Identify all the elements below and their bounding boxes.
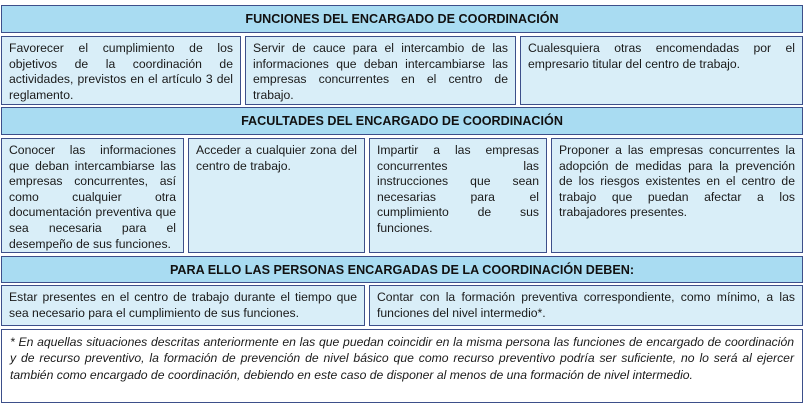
- facultades-cell-4: Proponer a las empresas concurrentes la adopción de medidas para la prevención de los riesgos existentes en el centro de trabajo que puedan afectar a los trabajadores presentes.: [551, 138, 803, 253]
- funciones-cell-1: Favorecer el cumplimiento de los objetivos de la coordinación de actividades, previstos en el artículo 3 del reglamento.: [1, 36, 241, 105]
- deben-cell-1: Estar presentes en el centro de trabajo durante el tiempo que sea necesario para el cumplimiento de sus funciones.: [1, 285, 365, 326]
- footnote: * En aquellas situaciones descritas anteriormente en las que puedan coincidir en la misma persona las funciones de encargado de coordinación y de recurso preventivo, la formación de prevención de nivel básico que como recurso preventivo podría ser suficiente, no lo será al ejercer también como encargado de coordinación, debiendo en este caso de disponer al menos de una formación de nivel intermedio.: [1, 329, 803, 403]
- funciones-cell-2: Servir de cauce para el intercambio de las informaciones que deban intercambiarse las empresas concurrentes en el centro de trabajo.: [245, 36, 516, 105]
- deben-cell-2: Contar con la formación preventiva correspondiente, como mínimo, a las funciones del nivel intermedio*.: [369, 285, 803, 326]
- facultades-cell-2: Acceder a cualquier zona del centro de trabajo.: [188, 138, 365, 253]
- funciones-row: [1, 36, 803, 105]
- facultades-cell-1: Conocer las informaciones que deban intercambiarse las empresas concurrentes, así como cualquier otra documentación preventiva que sea necesaria para el desempeño de sus funciones.: [1, 138, 184, 253]
- facultades-header: FACULTADES DEL ENCARGADO DE COORDINACIÓN: [1, 107, 803, 135]
- funciones-header: FUNCIONES DEL ENCARGADO DE COORDINACIÓN: [1, 5, 803, 33]
- deben-header: PARA ELLO LAS PERSONAS ENCARGADAS DE LA COORDINACIÓN DEBEN:: [1, 256, 803, 283]
- funciones-cell-3: Cualesquiera otras encomendadas por el empresario titular del centro de trabajo.: [520, 36, 803, 105]
- facultades-cell-3: Impartir a las empresas concurrentes las instrucciones que sean necesarias para el cumplimiento de sus funciones.: [369, 138, 547, 253]
- deben-row: [1, 285, 803, 326]
- facultades-row: [1, 138, 803, 253]
